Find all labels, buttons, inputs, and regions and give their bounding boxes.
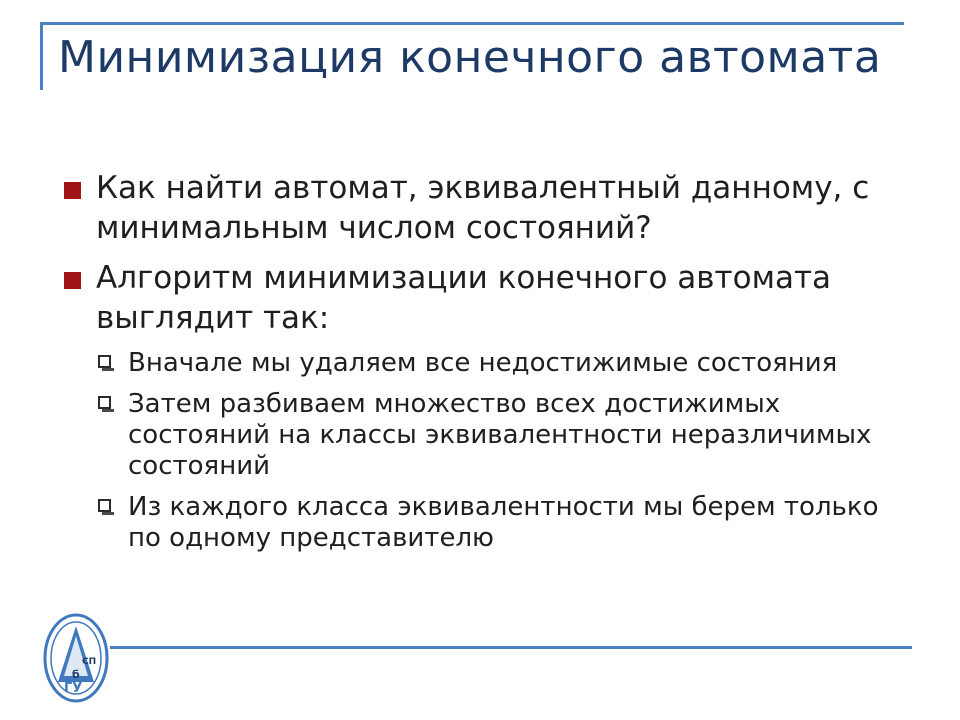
checkbox-bullet-icon — [98, 396, 111, 409]
frame-left-line — [40, 22, 43, 90]
square-bullet-icon — [64, 272, 81, 289]
subbullet-text: Затем разбиваем множество всех достижимых состояний на классы эквивалентности неразличимых состояний — [128, 389, 872, 481]
svg-text:ГУ: ГУ — [64, 681, 83, 696]
svg-text:б: б — [72, 668, 80, 681]
checkbox-bullet-icon — [98, 499, 111, 512]
bullet-text: Алгоритм минимизации конечного автомата выглядит так: — [96, 260, 832, 336]
slide-title: Минимизация конечного автомата — [58, 32, 882, 83]
university-logo-icon — [42, 612, 110, 704]
subbullet-text: Из каждого класса эквивалентности мы берем только по одному представителю — [128, 492, 879, 553]
bullet-text: Как найти автомат, эквивалентный данному, с минимальным числом состояний? — [96, 170, 870, 246]
subbullet-item — [58, 348, 908, 379]
subbullet-item — [58, 389, 908, 482]
bullet-item — [58, 168, 908, 248]
subbullet-item — [58, 492, 908, 554]
square-bullet-icon — [64, 182, 81, 199]
slide-content — [58, 168, 908, 564]
svg-text:СП: СП — [82, 657, 97, 667]
frame-bottom-line — [110, 646, 912, 649]
subbullet-text: Вначале мы удаляем все недостижимые состояния — [128, 348, 838, 378]
frame-top-line — [40, 22, 904, 25]
bullet-item — [58, 258, 908, 338]
checkbox-bullet-icon — [98, 355, 111, 368]
